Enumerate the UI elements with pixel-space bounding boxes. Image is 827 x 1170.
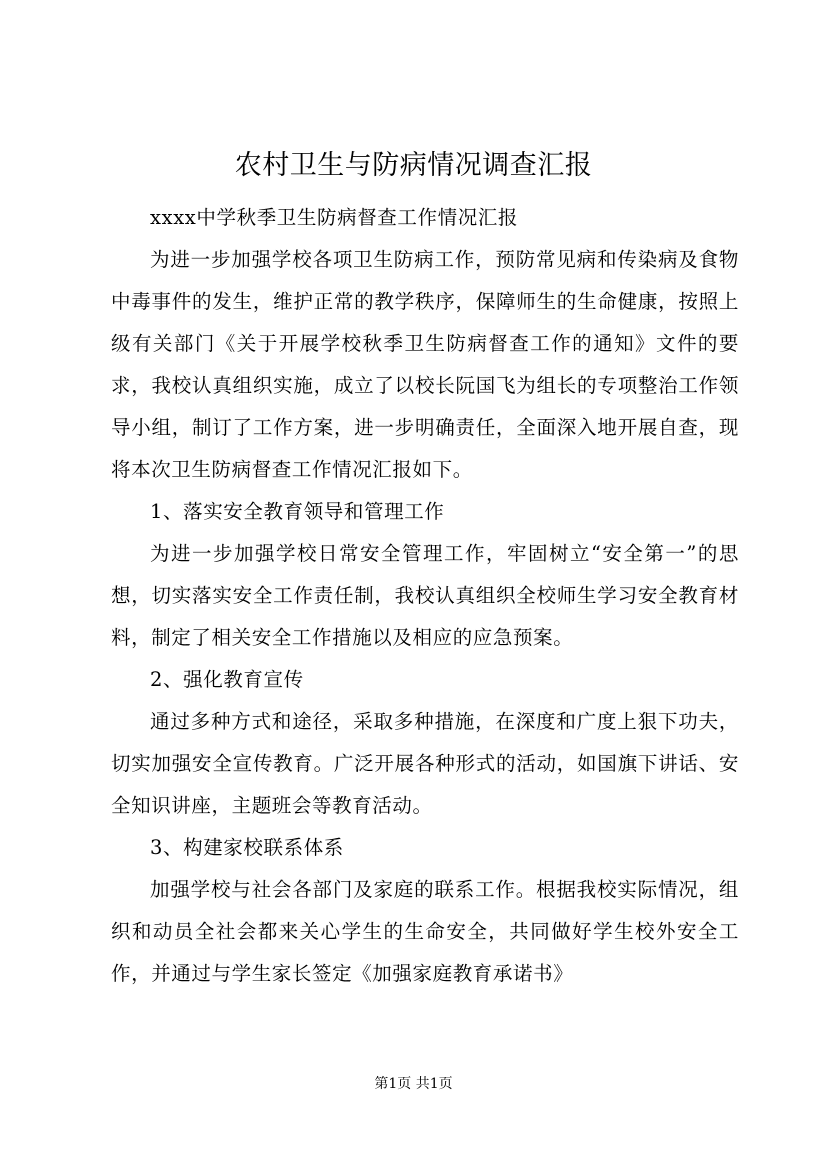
document-subtitle: xxxx中学秋季卫生防病督查工作情况汇报 (150, 206, 518, 229)
page-footer: 第1页 共1页 (374, 1076, 453, 1092)
section-paragraph-3: 加强学校与社会各部门及家庭的联系工作。根据我校实际情况，组织和动员全社会都来关心学生的生命安全，共同做好学生校外安全工作，并通过与学生家长签定《加强家庭教育承诺书》 (111, 878, 739, 985)
section-paragraph-2: 通过多种方式和途径，采取多种措施，在深度和广度上狠下功夫，切实加强安全宣传教育。广泛开展各种形式的活动，如国旗下讲话、安全知识讲座，主题班会等教育活动。 (111, 710, 739, 817)
intro-paragraph: 为进一步加强学校各项卫生防病工作，预防常见病和传染病及食物中毒事件的发生，维护正常的教学秩序，保障师生的生命健康，按照上级有关部门《关于开展学校秋季卫生防病督查工作的通知》文件的要求，我校认真组织实施，成立了以校长阮国飞为组长的专项整治工作领导小组，制订了工作方案，进一步明确责任，全面深入地开展自查，现将本次卫生防病督查工作情况汇报如下。 (111, 248, 739, 481)
section-paragraph-1: 为进一步加强学校日常安全管理工作，牢固树立“安全第一”的思想，切实落实安全工作责任制，我校认真组织全校师生学习安全教育材料，制定了相关安全工作措施以及相应的应急预案。 (111, 542, 739, 649)
document-title: 农村卫生与防病情况调查汇报 (234, 150, 593, 181)
document-body (111, 197, 739, 995)
section-heading-2: 2、强化教育宣传 (150, 668, 304, 691)
section-heading-1: 1、落实安全教育领导和管理工作 (150, 500, 445, 523)
section-heading-3: 3、构建家校联系体系 (150, 836, 344, 859)
